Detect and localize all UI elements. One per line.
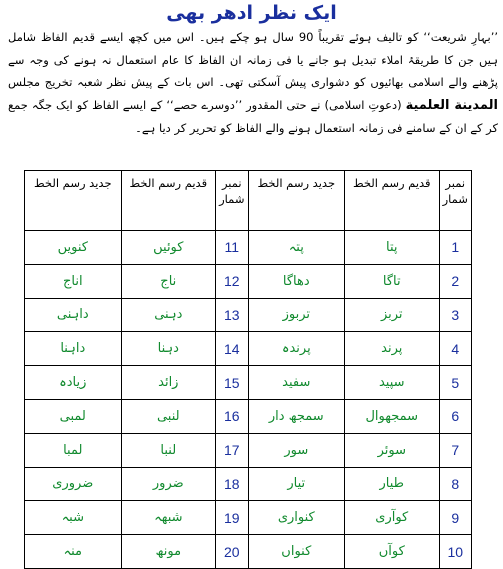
- row-number: 14: [216, 332, 249, 366]
- old-word: پتا: [345, 231, 439, 265]
- old-word: لنبی: [121, 399, 215, 433]
- page-title: ایک نظر ادھر بھی: [166, 2, 337, 24]
- new-word: داہنا: [25, 332, 122, 366]
- old-word: سپید: [345, 366, 439, 400]
- table-row: [25, 264, 472, 298]
- new-word: شبہ: [25, 501, 122, 535]
- table-row: [25, 467, 472, 501]
- row-number: 15: [216, 366, 249, 400]
- row-number: 17: [216, 433, 249, 467]
- intro-paragraph: [8, 26, 498, 140]
- old-word: کوئیں: [121, 231, 215, 265]
- new-word: لمبا: [25, 433, 122, 467]
- table-row: [25, 535, 472, 569]
- table-row: [25, 298, 472, 332]
- new-word: سور: [248, 433, 345, 467]
- header-old-script: قدیم رسم الخط: [121, 171, 215, 231]
- old-word: طیار: [345, 467, 439, 501]
- old-word: سوئر: [345, 433, 439, 467]
- new-word: پرندہ: [248, 332, 345, 366]
- table-row: [25, 332, 472, 366]
- row-number: 18: [216, 467, 249, 501]
- header-new-script: جدید رسم الخط: [248, 171, 345, 231]
- new-word: کنواری: [248, 501, 345, 535]
- old-word: سمجھوال: [345, 399, 439, 433]
- intro-text-part1: ’’بہارِ شریعت‘‘ کو تالیف ہوئے تقریباً 90 سال ہو چکے ہیں۔ اس میں کچھ ایسے قدیم الفاظ شامل ہیں جن کا طریقۂ املاء تبدیل ہو جانے یا فی زمانہ ان الفاظ کا عام استعمال نہ ہونے کی وجہ سے پڑھنے والے اسلامی بھائیوں کو دشواری پیش آسکتی تھی۔ اس بات کے پیش نظر شعبہ تخریج مجلس: [8, 30, 499, 89]
- old-word: مونھ: [121, 535, 215, 569]
- row-number: 2: [439, 264, 472, 298]
- row-number: 11: [216, 231, 249, 265]
- header-new-script: جدید رسم الخط: [25, 171, 122, 231]
- table-row: [25, 231, 472, 265]
- old-word: تاگا: [345, 264, 439, 298]
- row-number: 5: [439, 366, 472, 400]
- table-row: [25, 399, 472, 433]
- new-word: پتہ: [248, 231, 345, 265]
- old-word: کوآری: [345, 501, 439, 535]
- old-word: ضرور: [121, 467, 215, 501]
- new-word: دھاگا: [248, 264, 345, 298]
- table-header-row: [25, 171, 472, 231]
- header-number: نمبر شمار: [216, 171, 249, 231]
- row-number: 16: [216, 399, 249, 433]
- new-word: سفید: [248, 366, 345, 400]
- new-word: کنواں: [248, 535, 345, 569]
- old-word: زائد: [121, 366, 215, 400]
- new-word: کنویں: [25, 231, 122, 265]
- header-old-script: قدیم رسم الخط: [345, 171, 439, 231]
- new-word: منہ: [25, 535, 122, 569]
- row-number: 6: [439, 399, 472, 433]
- row-number: 3: [439, 298, 472, 332]
- row-number: 7: [439, 433, 472, 467]
- old-word: ناج: [121, 264, 215, 298]
- table-row: [25, 501, 472, 535]
- row-number: 10: [439, 535, 472, 569]
- old-word: دہنی: [121, 298, 215, 332]
- word-table: [24, 170, 472, 569]
- new-word: تیار: [248, 467, 345, 501]
- header-number: نمبر شمار: [439, 171, 472, 231]
- row-number: 4: [439, 332, 472, 366]
- new-word: سمجھ دار: [248, 399, 345, 433]
- row-number: 12: [216, 264, 249, 298]
- table-row: [25, 433, 472, 467]
- table-row: [25, 366, 472, 400]
- new-word: اناج: [25, 264, 122, 298]
- new-word: لمبی: [25, 399, 122, 433]
- old-word: دہنا: [121, 332, 215, 366]
- old-word: شبھہ: [121, 501, 215, 535]
- intro-text-part2: (دعوتِ اسلامی) نے حتی المقدور ’’دوسرے حصے‘‘ کے ایسے الفاظ کو ایک جگہ جمع کر کے ان کے سامنے فی زمانہ استعمال ہونے والے الفاظ کو تحریر کر دیا ہے۔: [8, 97, 498, 135]
- new-word: ضروری: [25, 467, 122, 501]
- row-number: 13: [216, 298, 249, 332]
- old-word: پرند: [345, 332, 439, 366]
- row-number: 9: [439, 501, 472, 535]
- institution-name: المدينة العلمية: [405, 97, 498, 113]
- old-word: تربز: [345, 298, 439, 332]
- row-number: 19: [216, 501, 249, 535]
- new-word: زیادہ: [25, 366, 122, 400]
- row-number: 8: [439, 467, 472, 501]
- old-word: لنبا: [121, 433, 215, 467]
- row-number: 1: [439, 231, 472, 265]
- old-word: کوآں: [345, 535, 439, 569]
- row-number: 20: [216, 535, 249, 569]
- new-word: داہنی: [25, 298, 122, 332]
- new-word: تربوز: [248, 298, 345, 332]
